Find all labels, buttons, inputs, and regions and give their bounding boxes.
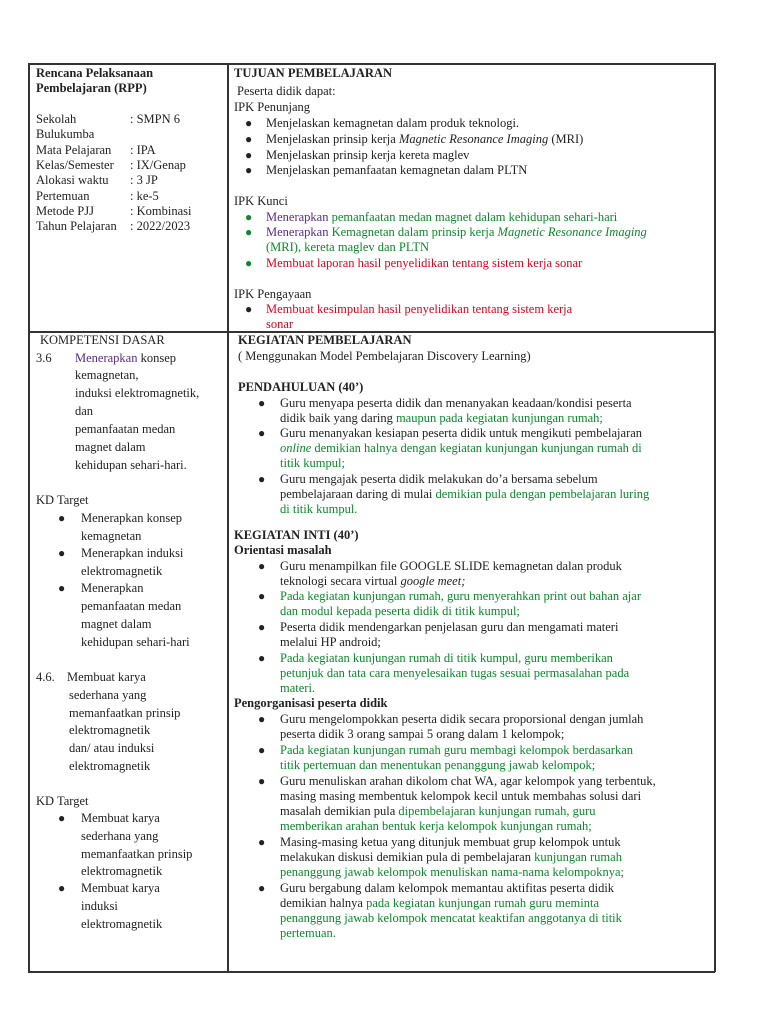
- pend-italic: online: [280, 441, 312, 455]
- kd-target-item: memanfaatkan prinsip: [81, 847, 193, 861]
- penunjang-item: [266, 132, 583, 147]
- kd-target-item: elektromagnetik: [81, 564, 163, 578]
- org-line: Guru menuliskan arahan dikolom chat WA, agar kelompok yang terbentuk,: [280, 774, 656, 788]
- pend-text: didik baik yang daring: [280, 411, 396, 425]
- kd-line: dan: [75, 404, 94, 418]
- kd-target-item: kemagnetan: [81, 529, 142, 543]
- table-border-left: [28, 63, 30, 972]
- identity-label: Pertemuan: [36, 189, 90, 203]
- kunci-item-cont: (MRI), kereta maglev dan PLTN: [266, 240, 430, 254]
- kunci-italic: Magnetic Resonance Imaging: [497, 225, 647, 239]
- org-line: memberikan arahan bentuk kerja kelompok kunjungan rumah;: [280, 819, 592, 833]
- kd-target-item: magnet dalam: [81, 617, 152, 631]
- kegiatan-heading: KEGIATAN PEMBELAJARAN: [238, 333, 412, 347]
- ori-line: Guru menampilkan file GOOGLE SLIDE kemagnetan dalan produk: [280, 559, 622, 573]
- bullet-icon: ●: [245, 256, 253, 270]
- penunjang-italic: Magnetic Resonance Imaging: [398, 132, 549, 146]
- rpp-title-line: Rencana Pelaksanaan: [36, 66, 154, 80]
- org-line: [280, 896, 599, 911]
- org-line: titik pertemuan dan menentukan penanggung jawab kelompok;: [280, 758, 596, 772]
- bullet-icon: ●: [258, 651, 266, 665]
- kd-line: [75, 351, 176, 366]
- kd-line: dan/ atau induksi: [69, 741, 155, 755]
- kd-target-item: Membuat karya: [81, 881, 160, 895]
- org-line: penanggung jawab kelompok mencatat keaktifan anggotanya di titik: [280, 911, 622, 925]
- org-green: kunjungan rumah: [534, 850, 622, 864]
- identity-label: Sekolah: [36, 112, 77, 126]
- kd-target-item: kehidupan sehari-hari: [81, 635, 190, 649]
- org-green: dipembelajaran kunjungan rumah, guru: [398, 804, 596, 818]
- kunci-item: Membuat laporan hasil penyelidikan tentang sistem kerja sonar: [266, 256, 583, 270]
- penunjang-text: Menjelaskan prinsip kerja: [266, 132, 399, 146]
- org-line: masing masing membentuk kelompok kecil untuk membahas solusi dari: [280, 789, 642, 803]
- kunci-text: pemanfaatan medan magnet dalam kehidupan sehari-hari: [328, 210, 618, 224]
- kunci-verb: Menerapkan: [266, 225, 329, 239]
- bullet-icon: ●: [58, 881, 66, 895]
- kd-line: kehidupan sehari-hari.: [75, 458, 187, 472]
- pend-green: demikian halnya dengan kegiatan kunjungan kunjungan rumah di: [311, 441, 642, 455]
- ori-line: melalui HP android;: [280, 635, 381, 649]
- table-border-divider: [227, 63, 229, 972]
- kegiatan-model: ( Menggunakan Model Pembelajaran Discovery Learning): [238, 349, 531, 363]
- identity-value: : IPA: [130, 143, 156, 157]
- kd-line: Membuat karya: [67, 670, 146, 684]
- kunci-verb: Menerapkan: [266, 210, 329, 224]
- pengayaan-item-cont: sonar: [266, 317, 294, 331]
- org-line: Pada kegiatan kunjungan rumah guru membagi kelompok berdasarkan: [280, 743, 634, 757]
- identity-value: : 3 JP: [130, 173, 158, 187]
- pend-line: [280, 441, 642, 456]
- pend-line: Guru menanyakan kesiapan peserta didik untuk mengikuti pembelajaran: [280, 426, 643, 440]
- pendahuluan-heading: PENDAHULUAN (40’): [238, 380, 364, 394]
- bullet-icon: ●: [245, 302, 253, 316]
- ori-line: [280, 574, 465, 589]
- bullet-icon: ●: [258, 774, 266, 788]
- bullet-icon: ●: [58, 811, 66, 825]
- kd-line: elektromagnetik: [69, 759, 151, 773]
- pengayaan-item: Membuat kesimpulan hasil penyelidikan tentang sistem kerja: [266, 302, 573, 316]
- ipk-pengayaan-label: IPK Pengayaan: [234, 287, 312, 301]
- tujuan-heading: TUJUAN PEMBELAJARAN: [234, 66, 392, 80]
- org-line: [280, 804, 596, 819]
- kd-target-item: Menerapkan: [81, 581, 144, 595]
- penunjang-text: (MRI): [548, 132, 584, 146]
- identity-value: : ke-5: [130, 189, 159, 203]
- ori-line: Pada kegiatan kunjungan rumah di titik kumpul, guru memberikan: [280, 651, 613, 665]
- identity-value: : IX/Genap: [130, 158, 186, 172]
- kd-line: pemanfaatan medan: [75, 422, 176, 436]
- ori-line: Peserta didik mendengarkan penjelasan guru dan mengamati materi: [280, 620, 619, 634]
- pend-line: Guru menyapa peserta didik dan menanyakan keadaan/kondisi peserta: [280, 396, 632, 410]
- penunjang-item: Menjelaskan prinsip kerja kereta maglev: [266, 148, 470, 162]
- pend-line: [280, 487, 649, 502]
- pend-line: [280, 411, 603, 426]
- org-line: peserta didik 3 orang sampai 5 orang dalam 1 kelompok;: [280, 727, 565, 741]
- kd-target-item: induksi: [81, 899, 118, 913]
- pend-text: pembelajaraan daring di mulai: [280, 487, 436, 501]
- bullet-icon: ●: [258, 589, 266, 603]
- identity-value: : 2022/2023: [130, 219, 191, 233]
- pend-green: demikian pula dengan pembelajaran luring: [435, 487, 650, 501]
- kd-number: 4.6.: [36, 670, 55, 684]
- bullet-icon: ●: [258, 426, 266, 440]
- kd-target-item: Membuat karya: [81, 811, 160, 825]
- bullet-icon: ●: [258, 712, 266, 726]
- identity-label: Alokasi waktu: [36, 173, 109, 187]
- kd-target-item: sederhana yang: [81, 829, 159, 843]
- bullet-icon: ●: [245, 163, 253, 177]
- table-border-bottom: [28, 971, 715, 973]
- kd-target-item: pemanfaatan medan: [81, 599, 182, 613]
- bullet-icon: ●: [258, 835, 266, 849]
- ipk-penunjang-label: IPK Penunjang: [234, 100, 311, 114]
- identity-value: : Kombinasi: [130, 204, 192, 218]
- orientasi-heading: Orientasi masalah: [234, 543, 332, 557]
- kunci-text: Kemagnetan dalam prinsip kerja: [328, 225, 498, 239]
- bullet-icon: ●: [258, 396, 266, 410]
- bullet-icon: ●: [258, 743, 266, 757]
- table-border-right: [714, 63, 716, 972]
- ori-line: dan modul kepada peserta didik di titik kumpul;: [280, 604, 520, 618]
- identity-label: Tahun Pelajaran: [36, 219, 117, 233]
- penunjang-item: Menjelaskan pemanfaatan kemagnetan dalam PLTN: [266, 163, 528, 177]
- kd-target-item: Menerapkan induksi: [81, 546, 184, 560]
- identity-label: Mata Pelajaran: [36, 143, 112, 157]
- kd-target-item: Menerapkan konsep: [81, 511, 183, 525]
- kd-number: 3.6: [36, 351, 52, 365]
- bullet-icon: ●: [58, 546, 66, 560]
- pend-line: titik kumpul;: [280, 456, 345, 470]
- identity-label: Bulukumba: [36, 127, 95, 141]
- pend-line: Guru mengajak peserta didik melakukan do’a bersama sebelum: [280, 472, 598, 486]
- kd-target-item: elektromagnetik: [81, 864, 163, 878]
- ori-line: Pada kegiatan kunjungan rumah, guru menyerahkan print out bahan ajar: [280, 589, 641, 603]
- identity-label: Kelas/Semester: [36, 158, 114, 172]
- inti-heading: KEGIATAN INTI (40’): [234, 528, 359, 542]
- pengorganisasian-heading: Pengorganisasi peserta didik: [234, 696, 388, 710]
- bullet-icon: ●: [58, 581, 66, 595]
- kd-text: konsep: [137, 351, 177, 365]
- org-green: pada kegiatan kunjungan rumah guru meminta: [366, 896, 600, 910]
- kd-target-label: KD Target: [36, 493, 89, 507]
- bullet-icon: ●: [258, 881, 266, 895]
- org-line: Guru mengelompokkan peserta didik secara proporsional dengan jumlah: [280, 712, 644, 726]
- rpp-title-line: Pembelajaran (RPP): [36, 81, 147, 95]
- identity-label: Metode PJJ: [36, 204, 94, 218]
- kunci-item: [266, 225, 647, 240]
- bullet-icon: ●: [258, 559, 266, 573]
- kd-line: induksi elektromagnetik,: [75, 386, 200, 400]
- org-text: demikian halnya: [280, 896, 367, 910]
- org-line: Masing-masing ketua yang ditunjuk membuat grup kelompok untuk: [280, 835, 621, 849]
- bullet-icon: ●: [258, 472, 266, 486]
- kunci-item: [266, 210, 617, 225]
- org-text: melakukan diskusi demikian pula di pembelajaran: [280, 850, 535, 864]
- bullet-icon: ●: [58, 511, 66, 525]
- bullet-icon: ●: [245, 148, 253, 162]
- ori-text: teknologi secara virtual: [280, 574, 401, 588]
- bullet-icon: ●: [245, 210, 253, 224]
- kd-line: magnet dalam: [75, 440, 146, 454]
- kd-line: sederhana yang: [69, 688, 147, 702]
- table-border-top: [28, 63, 715, 65]
- kd-verb: Menerapkan: [75, 351, 138, 365]
- org-line: penanggung jawab kelompok menuliskan nama-nama kelompoknya;: [280, 865, 625, 879]
- tujuan-intro: Peserta didik dapat:: [237, 84, 336, 98]
- pend-line: di titik kumpul.: [280, 502, 358, 516]
- bullet-icon: ●: [245, 132, 253, 146]
- kd-heading: KOMPETENSI DASAR: [40, 333, 165, 347]
- kd-line: elektromagnetik: [69, 723, 151, 737]
- org-line: [280, 850, 622, 865]
- ori-line: materi.: [280, 681, 316, 695]
- pend-green: maupun pada kegiatan kunjungan rumah;: [395, 411, 603, 425]
- ipk-kunci-label: IPK Kunci: [234, 194, 288, 208]
- kd-line: kemagnetan,: [75, 368, 139, 382]
- ori-line: petunjuk dan tata cara menyelesaikan tugas sesuai permasalahan pada: [280, 666, 630, 680]
- bullet-icon: ●: [258, 620, 266, 634]
- org-line: Guru bergabung dalam kelompok memantau aktifitas peserta didik: [280, 881, 615, 895]
- penunjang-item: Menjelaskan kemagnetan dalam produk teknologi.: [266, 116, 520, 130]
- kd-line: memanfaatkan prinsip: [69, 706, 181, 720]
- org-text: masalah demikian pula: [280, 804, 399, 818]
- org-line: pertemuan.: [280, 926, 336, 940]
- ori-italic: google meet;: [400, 574, 466, 588]
- identity-value: : SMPN 6: [130, 112, 181, 126]
- kd-target-label: KD Target: [36, 794, 89, 808]
- bullet-icon: ●: [245, 116, 253, 130]
- bullet-icon: ●: [245, 225, 253, 239]
- kd-target-item: elektromagnetik: [81, 917, 163, 931]
